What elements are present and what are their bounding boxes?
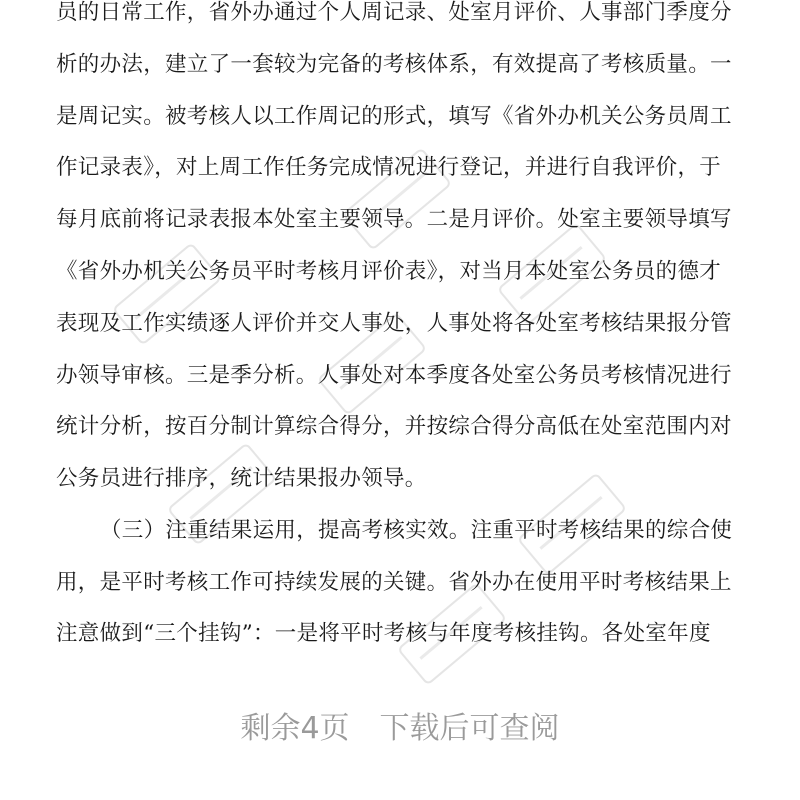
paragraph-line: 办领导审核。三是季分析。人事处对本季度各处室公务员考核情况进行 xyxy=(56,363,732,388)
paragraph-line: 公务员进行排序，统计结果报办领导。 xyxy=(56,466,427,491)
paragraph-line: 《省外办机关公务员平时考核月评价表》，对当月本处室公务员的德才 xyxy=(56,259,722,284)
download-prompt-text[interactable]: 下载后可查阅 xyxy=(379,711,560,746)
paragraph-line: 用，是平时考核工作可持续发展的关键。省外办在使用平时考核结果上 xyxy=(56,570,732,595)
download-more-banner[interactable] xyxy=(0,700,800,750)
paragraph-line: 是周记实。被考核人以工作周记的形式，填写《省外办机关公务员周工 xyxy=(56,104,732,129)
paragraph-line: 注意做到“三个挂钩”：一是将平时考核与年度考核挂钩。各处室年度 xyxy=(56,621,711,646)
paragraph-line: 表现及工作实绩逐人评价并交人事处，人事处将各处室考核结果报分管 xyxy=(56,311,732,336)
paragraph-line: 员的日常工作，省外办通过个人周记录、处室月评价、人事部门季度分 xyxy=(56,0,732,25)
paragraph-line: 每月底前将记录表报本处室主要领导。二是月评价。处室主要领导填写 xyxy=(56,207,732,232)
paragraph-line: 统计分析，按百分制计算综合得分，并按综合得分高低在处室范围内对 xyxy=(56,414,732,439)
remaining-pages-text[interactable]: 剩余4页 xyxy=(240,711,350,746)
paragraph-line: 析的办法，建立了一套较为完备的考核体系，有效提高了考核质量。一 xyxy=(56,52,732,77)
paragraph-line: 作记录表》，对上周工作任务完成情况进行登记，并进行自我评价，于 xyxy=(56,155,722,180)
section-heading-line: （三）注重结果运用，提高考核实效。注重平时考核结果的综合使 xyxy=(100,518,733,543)
